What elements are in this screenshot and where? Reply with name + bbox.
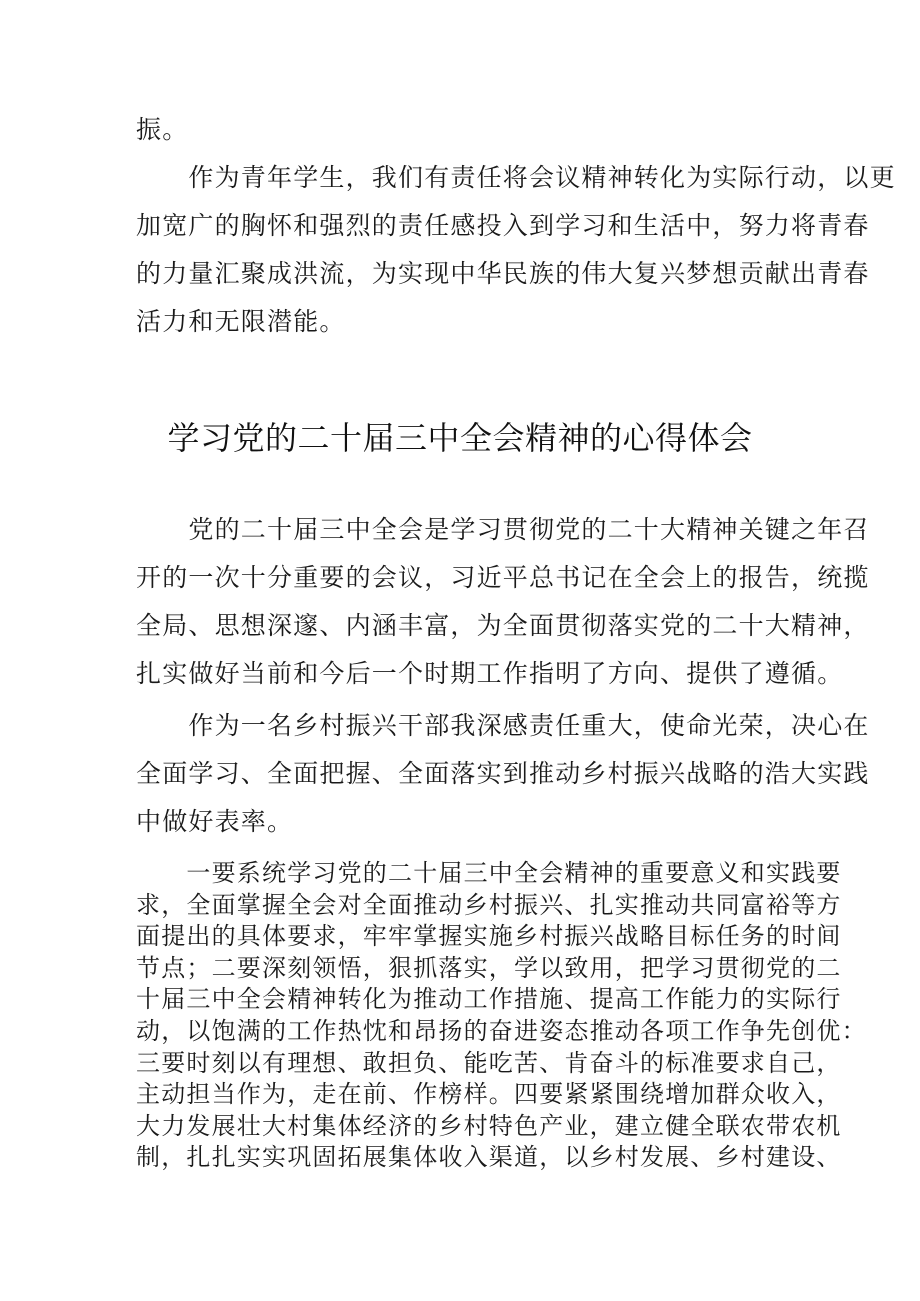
text-line: 作为一名乡村振兴干部我深感责任重大，使命光荣，决心在	[136, 711, 870, 740]
text-line: 开的一次十分重要的会议，习近平总书记在全会上的报告，统揽	[136, 563, 870, 592]
text-line: 振。	[136, 115, 189, 144]
text-line: 面提出的具体要求，牢牢掌握实施乡村振兴战略目标任务的时间	[136, 922, 842, 951]
text-line: 一要系统学习党的二十届三中全会精神的重要意义和实践要	[136, 859, 842, 887]
text-line: 求，全面掌握全会对全面推动乡村振兴、扎实推动共同富裕等方	[136, 890, 842, 919]
paragraph-youth-students	[136, 154, 896, 346]
text-line: 作为青年学生，我们有责任将会议精神转化为实际行动，以更	[136, 163, 896, 192]
text-line: 节点；二要深刻领悟，狠抓落实，学以致用，把学习贯彻党的二	[136, 953, 842, 982]
text-line: 动，以饱满的工作热忱和昂扬的奋进姿态推动各项工作争先创优：	[136, 1016, 867, 1045]
text-line: 党的二十届三中全会是学习贯彻党的二十大精神关键之年召	[136, 515, 870, 544]
text-line: 三要时刻以有理想、敢担负、能吃苦、肯奋斗的标准要求自己，	[136, 1048, 842, 1077]
text-line: 主动担当作为，走在前、作榜样。四要紧紧围绕增加群众收入，	[136, 1080, 842, 1109]
text-line: 十届三中全会精神转化为推动工作措施、提高工作能力的实际行	[136, 985, 842, 1014]
paragraph-plenary-session	[136, 506, 870, 698]
text-line: 加宽广的胸怀和强烈的责任感投入到学习和生活中，努力将青春	[136, 211, 870, 240]
paragraph-four-requirements	[136, 858, 867, 1174]
text-line: 活力和无限潜能。	[136, 307, 346, 336]
text-line: 全面学习、全面把握、全面落实到推动乡村振兴战略的浩大实践	[136, 759, 870, 788]
text-line: 扎实做好当前和今后一个时期工作指明了方向、提供了遵循。	[136, 659, 844, 688]
text-line: 的力量汇聚成洪流，为实现中华民族的伟大复兴梦想贡献出青春	[136, 259, 870, 288]
paragraph-rural-cadre	[136, 702, 870, 846]
document-title: 学习党的二十届三中全会精神的心得体会	[167, 419, 753, 457]
text-line: 中做好表率。	[136, 807, 294, 836]
text-line: 制，扎扎实实巩固拓展集体收入渠道，以乡村发展、乡村建设、	[136, 1143, 842, 1172]
paragraph-continuation	[136, 106, 786, 154]
text-line: 大力发展壮大村集体经济的乡村特色产业，建立健全联农带农机	[136, 1111, 842, 1140]
text-line: 全局、思想深邃、内涵丰富，为全面贯彻落实党的二十大精神，	[136, 611, 870, 640]
